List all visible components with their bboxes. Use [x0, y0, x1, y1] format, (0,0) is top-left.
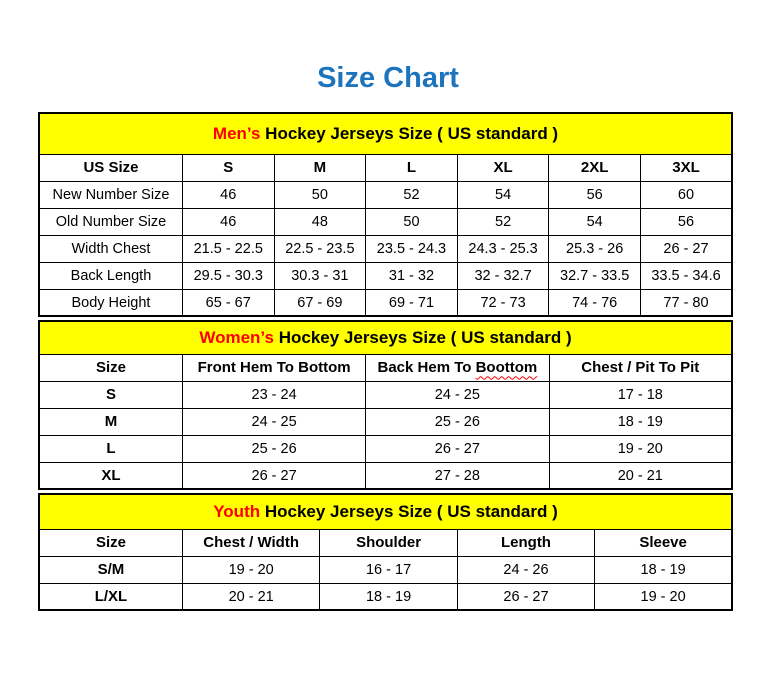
mens-banner	[39, 113, 732, 154]
cell-value: 26 - 27	[366, 435, 549, 462]
row-label: Body Height	[39, 289, 182, 316]
table-row	[39, 262, 732, 289]
cell-value: 18 - 19	[320, 583, 457, 610]
misspelled-word: Boottom	[475, 359, 538, 377]
banner-highlight: Youth	[213, 502, 261, 521]
cell-value: 24.3 - 25.3	[457, 235, 549, 262]
cell-value: 56	[640, 208, 732, 235]
cell-value: 56	[549, 181, 641, 208]
cell-value: 25.3 - 26	[549, 235, 641, 262]
cell-value: 72 - 73	[457, 289, 549, 316]
cell-value: 19 - 20	[549, 435, 732, 462]
column-header: Sleeve	[595, 529, 732, 556]
table-row	[39, 408, 732, 435]
cell-value: 25 - 26	[182, 435, 365, 462]
cell-value: 24 - 26	[457, 556, 594, 583]
cell-value: 74 - 76	[549, 289, 641, 316]
size-tables-container	[38, 112, 733, 611]
row-label: New Number Size	[39, 181, 182, 208]
table-row	[39, 181, 732, 208]
page-title: Size Chart	[317, 62, 459, 94]
column-header: L	[366, 154, 458, 181]
column-header: M	[274, 154, 366, 181]
cell-value: 24 - 25	[182, 408, 365, 435]
column-header: S	[182, 154, 274, 181]
cell-value: 67 - 69	[274, 289, 366, 316]
womens-banner-row	[39, 321, 732, 354]
cell-value: 19 - 20	[595, 583, 732, 610]
cell-value: 46	[182, 208, 274, 235]
cell-value: 25 - 26	[366, 408, 549, 435]
cell-value: 26 - 27	[182, 462, 365, 489]
cell-value: 26 - 27	[640, 235, 732, 262]
row-label: Width Chest	[39, 235, 182, 262]
cell-value: 22.5 - 23.5	[274, 235, 366, 262]
table-row	[39, 462, 732, 489]
row-label: M	[39, 408, 182, 435]
womens-size-table	[38, 320, 733, 490]
cell-value: 50	[366, 208, 458, 235]
banner-text: Hockey Jerseys Size ( US standard )	[260, 124, 559, 143]
cell-value: 24 - 25	[366, 381, 549, 408]
cell-value: 33.5 - 34.6	[640, 262, 732, 289]
cell-value: 52	[457, 208, 549, 235]
column-header: 2XL	[549, 154, 641, 181]
cell-value: 20 - 21	[182, 583, 319, 610]
column-header: Chest / Width	[182, 529, 319, 556]
banner-text: Hockey Jerseys Size ( US standard )	[260, 502, 558, 521]
size-chart-document	[0, 60, 776, 611]
cell-value: 32 - 32.7	[457, 262, 549, 289]
youth-banner-row	[39, 494, 732, 529]
row-label: S	[39, 381, 182, 408]
table-row	[39, 381, 732, 408]
cell-value: 31 - 32	[366, 262, 458, 289]
row-label: Back Length	[39, 262, 182, 289]
cell-value: 77 - 80	[640, 289, 732, 316]
column-header: 3XL	[640, 154, 732, 181]
column-header: Size	[39, 354, 182, 381]
cell-value: 50	[274, 181, 366, 208]
banner-highlight: Men’s	[212, 124, 261, 143]
cell-value: 29.5 - 30.3	[182, 262, 274, 289]
column-header: XL	[457, 154, 549, 181]
table-row	[39, 435, 732, 462]
banner-highlight: Women’s	[199, 328, 274, 347]
mens-header-row	[39, 154, 732, 181]
row-label: XL	[39, 462, 182, 489]
column-header: Front Hem To Bottom	[182, 354, 365, 381]
womens-header-row	[39, 354, 732, 381]
youth-size-table	[38, 493, 733, 611]
cell-value: 52	[366, 181, 458, 208]
cell-value: 69 - 71	[366, 289, 458, 316]
youth-header-row	[39, 529, 732, 556]
cell-value: 32.7 - 33.5	[549, 262, 641, 289]
column-header: Length	[457, 529, 594, 556]
youth-banner	[39, 494, 732, 529]
womens-banner	[39, 321, 732, 354]
cell-value: 46	[182, 181, 274, 208]
column-header: Size	[39, 529, 182, 556]
cell-value: 60	[640, 181, 732, 208]
cell-value: 18 - 19	[595, 556, 732, 583]
cell-value: 23.5 - 24.3	[366, 235, 458, 262]
row-label: L	[39, 435, 182, 462]
cell-value: 19 - 20	[182, 556, 319, 583]
column-header: Back Hem To Boottom	[366, 354, 549, 381]
column-header: US Size	[39, 154, 182, 181]
row-label: S/M	[39, 556, 182, 583]
row-label: Old Number Size	[39, 208, 182, 235]
cell-value: 48	[274, 208, 366, 235]
column-header: Shoulder	[320, 529, 457, 556]
cell-value: 20 - 21	[549, 462, 732, 489]
table-row	[39, 583, 732, 610]
banner-text: Hockey Jerseys Size ( US standard )	[273, 328, 572, 347]
column-header: Chest / Pit To Pit	[549, 354, 732, 381]
table-row	[39, 289, 732, 316]
table-row	[39, 235, 732, 262]
cell-value: 54	[457, 181, 549, 208]
cell-value: 26 - 27	[457, 583, 594, 610]
cell-value: 65 - 67	[182, 289, 274, 316]
cell-value: 30.3 - 31	[274, 262, 366, 289]
cell-value: 21.5 - 22.5	[182, 235, 274, 262]
table-row	[39, 208, 732, 235]
mens-banner-row	[39, 113, 732, 154]
cell-value: 17 - 18	[549, 381, 732, 408]
cell-value: 27 - 28	[366, 462, 549, 489]
cell-value: 16 - 17	[320, 556, 457, 583]
cell-value: 23 - 24	[182, 381, 365, 408]
cell-value: 54	[549, 208, 641, 235]
cell-value: 18 - 19	[549, 408, 732, 435]
table-row	[39, 556, 732, 583]
mens-size-table	[38, 112, 733, 317]
row-label: L/XL	[39, 583, 182, 610]
